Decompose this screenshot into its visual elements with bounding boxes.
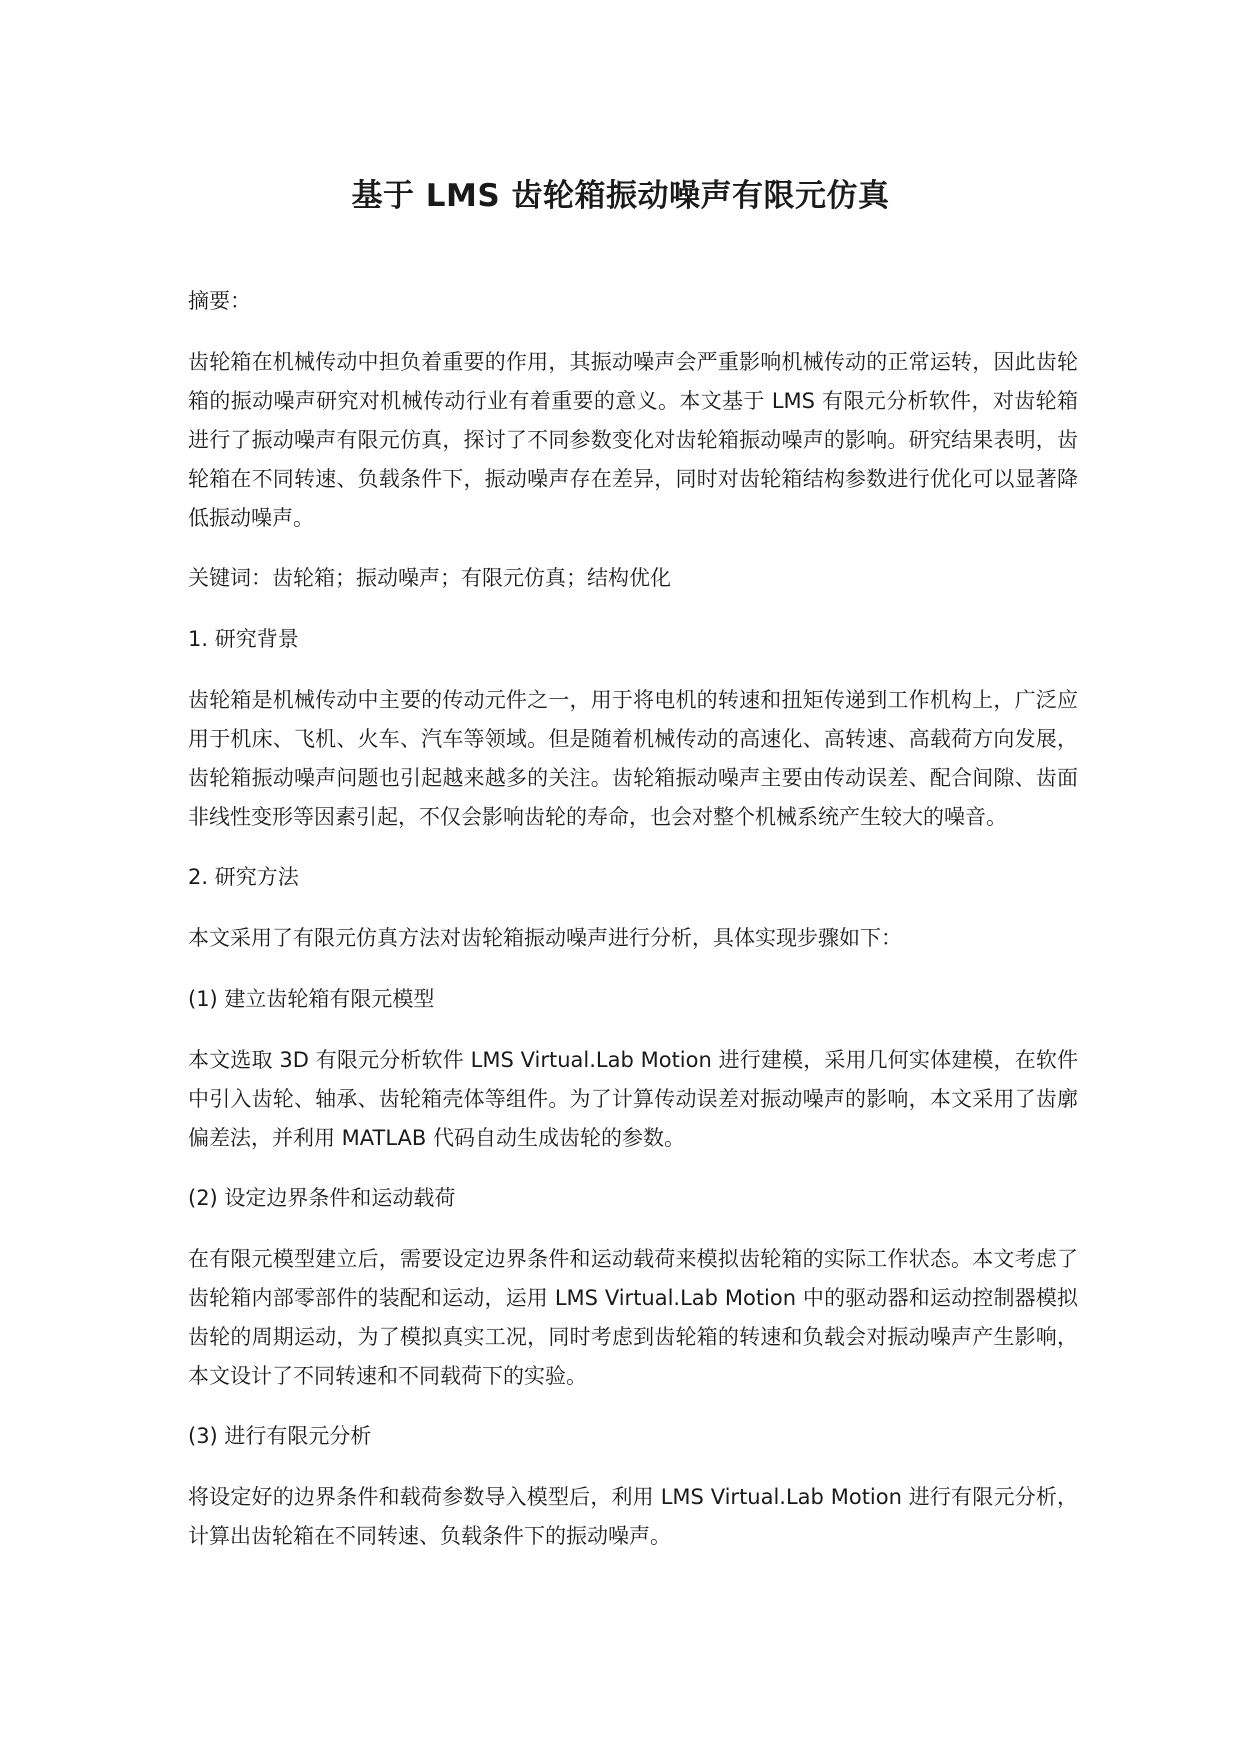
document-title: 基于 LMS 齿轮箱振动噪声有限元仿真: [351, 178, 890, 214]
step-paragraph-model: 本文选取 3D 有限元分析软件 LMS Virtual.Lab Motion 进行建模，采用几何实体建模，在软件中引入齿轮、轴承、齿轮箱壳体等组件。为了计算传动误差对振动噪声的影响，本文采用了齿廓偏差法，并利用 MATLAB 代码自动生成齿轮的参数。: [188, 1048, 1078, 1150]
section-paragraph-background: 齿轮箱是机械传动中主要的传动元件之一，用于将电机的转速和扭矩传递到工作机构上，广泛应用于机床、飞机、火车、汽车等领域。但是随着机械传动的高速化、高转速、高载荷方向发展，齿轮箱振动噪声问题也引起越来越多的关注。齿轮箱振动噪声主要由传动误差、配合间隙、齿面非线性变形等因素引起，不仅会影响齿轮的寿命，也会对整个机械系统产生较大的噪音。: [188, 688, 1078, 829]
step-heading-analysis: (3) 进行有限元分析: [188, 1424, 372, 1448]
section-heading-method: 2. 研究方法: [188, 865, 299, 889]
step-paragraph-analysis: 将设定好的边界条件和载荷参数导入模型后，利用 LMS Virtual.Lab Motion 进行有限元分析，计算出齿轮箱在不同转速、负载条件下的振动噪声。: [188, 1485, 1078, 1548]
section-paragraph-method-intro: 本文采用了有限元仿真方法对齿轮箱振动噪声进行分析，具体实现步骤如下：: [188, 926, 902, 950]
keywords-line: 关键词：齿轮箱；振动噪声；有限元仿真；结构优化: [188, 566, 671, 590]
step-heading-boundary: (2) 设定边界条件和运动载荷: [188, 1186, 456, 1210]
abstract-label: 摘要：: [188, 289, 251, 313]
section-heading-background: 1. 研究背景: [188, 627, 299, 651]
abstract-paragraph: 齿轮箱在机械传动中担负着重要的作用，其振动噪声会严重影响机械传动的正常运转，因此齿轮箱的振动噪声研究对机械传动行业有着重要的意义。本文基于 LMS 有限元分析软件，对齿轮箱进行了振动噪声有限元仿真，探讨了不同参数变化对齿轮箱振动噪声的影响。研究结果表明，齿轮箱在不同转速、负载条件下，振动噪声存在差异，同时对齿轮箱结构参数进行优化可以显著降低振动噪声。: [188, 350, 1078, 530]
step-paragraph-boundary: 在有限元模型建立后，需要设定边界条件和运动载荷来模拟齿轮箱的实际工作状态。本文考虑了齿轮箱内部零部件的装配和运动，运用 LMS Virtual.Lab Motion 中的驱动器和运动控制器模拟齿轮的周期运动，为了模拟真实工况，同时考虑到齿轮箱的转速和负载会对振动噪声产生影响，本文设计了不同转速和不同载荷下的实验。: [188, 1247, 1078, 1388]
step-heading-model: (1) 建立齿轮箱有限元模型: [188, 987, 435, 1011]
document-body: [188, 282, 1078, 1577]
